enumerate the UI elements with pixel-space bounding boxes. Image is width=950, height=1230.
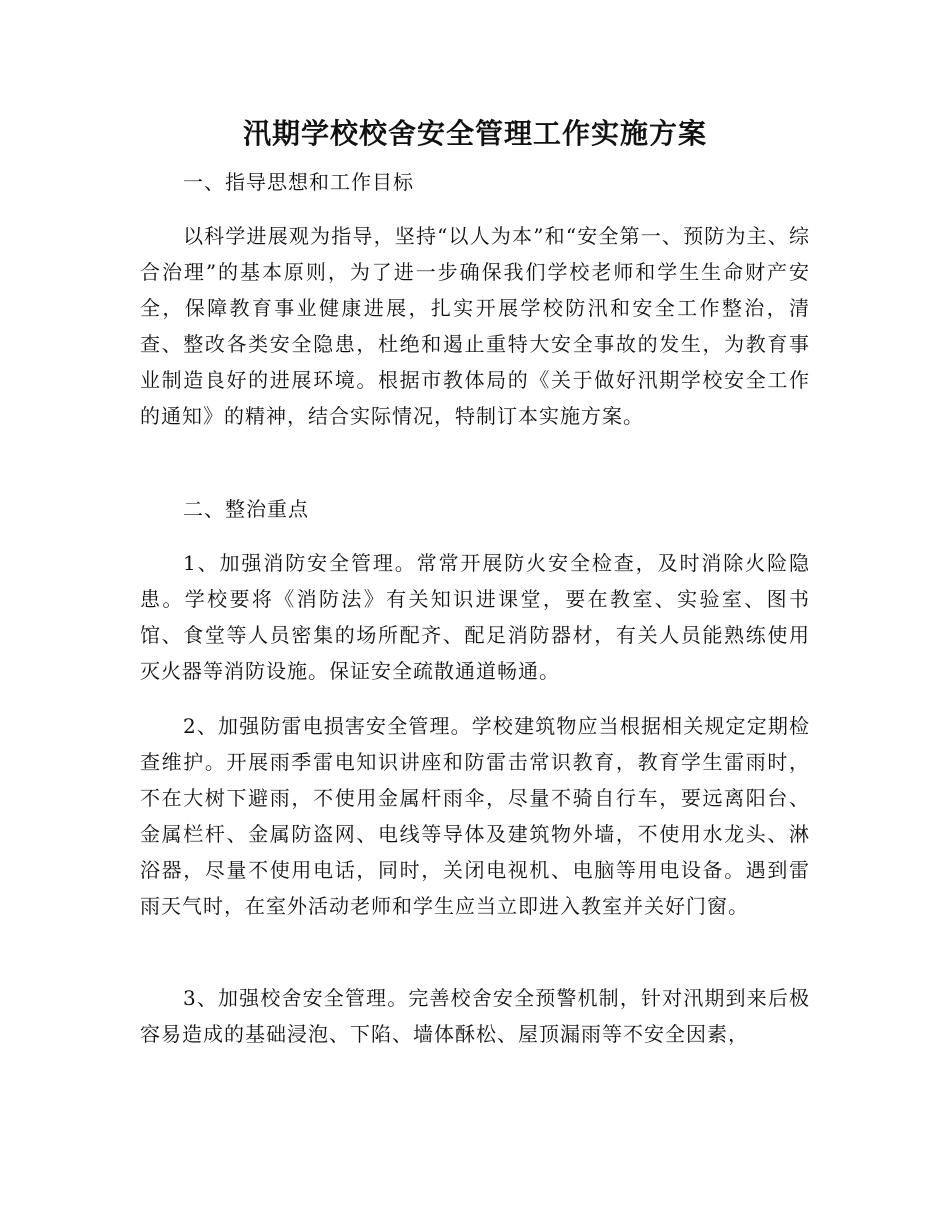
paragraph-building-safety: 3、加强校舍安全管理。完善校舍安全预警机制，针对汛期到来后极容易造成的基础浸泡、下陷、墙体酥松、屋顶漏雨等不安全因素， [140, 986, 810, 1046]
section-heading-2: 二、整治重点 [183, 497, 309, 521]
section-heading-1: 一、指导思想和工作目标 [183, 170, 414, 194]
document-title: 汛期学校校舍安全管理工作实施方案 [242, 117, 707, 150]
paragraph-guiding-thought: 以科学进展观为指导，坚持“以人为本”和“安全第一、预防为主、综合治理”的基本原则，为了进一步确保我们学校老师和学生生命财产安全，保障教育事业健康进展，扎实开展学校防汛和安全工作整治，清查、整改各类安全隐患，杜绝和遏止重特大安全事故的发生，为教育事业制造良好的进展环境。根据市教体局的《关于做好汛期学校安全工作的通知》的精神，结合实际情况，特制订本实施方案。 [140, 224, 810, 428]
paragraph-lightning-safety: 2、加强防雷电损害安全管理。学校建筑物应当根据相关规定定期检查维护。开展雨季雷电知识讲座和防雷击常识教育，教育学生雷雨时，不在大树下避雨，不使用金属杆雨伞，尽量不骑自行车，要远离阳台、金属栏杆、金属防盗网、电线等导体及建筑物外墙，不使用水龙头、淋浴器，尽量不使用电话，同时，关闭电视机、电脑等用电设备。遇到雷雨天气时，在室外活动老师和学生应当立即进入教室并关好门窗。 [140, 714, 810, 918]
paragraph-fire-safety: 1、加强消防安全管理。常常开展防火安全检查，及时消除火险隐患。学校要将《消防法》有关知识进课堂，要在教室、实验室、图书馆、食堂等人员密集的场所配齐、配足消防器材，有关人员能熟练使用灭火器等消防设施。保证安全疏散通道畅通。 [140, 551, 810, 683]
